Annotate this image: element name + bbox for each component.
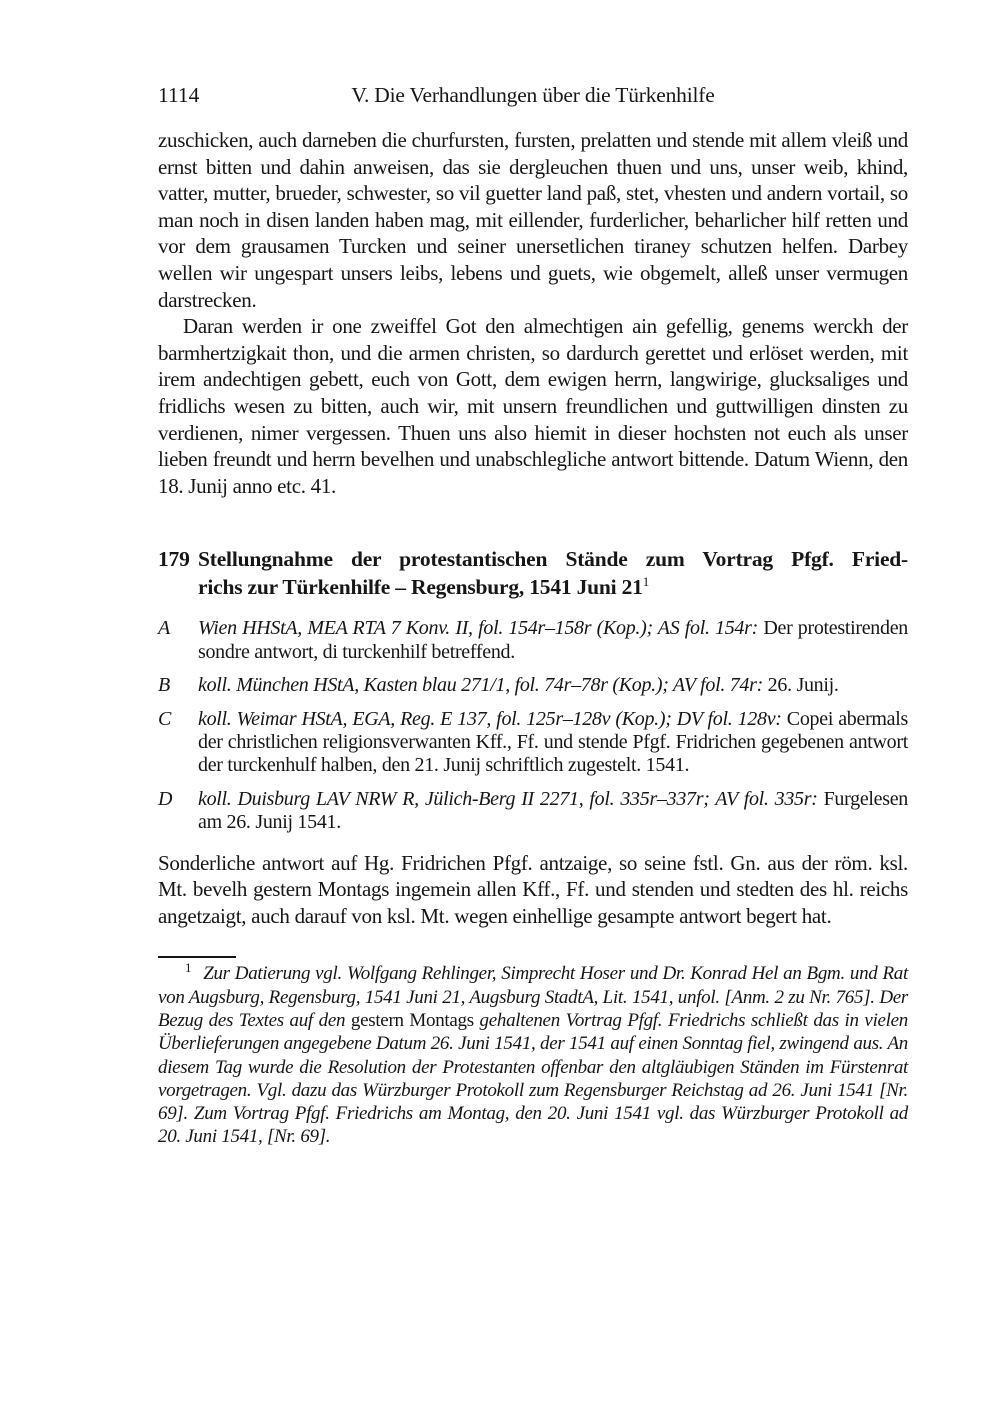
source-label: A <box>158 617 170 640</box>
running-header <box>158 82 908 108</box>
source-label: B <box>158 674 170 697</box>
source-note: Furgelesen am 26. Junij 1541. <box>198 787 908 834</box>
footnote-block <box>158 956 908 1148</box>
entry-title-line1: Stellungnahme der protestantischen Stände zum Vortrag Pfgf. Fried- <box>198 547 908 572</box>
source-list <box>158 617 908 834</box>
source-ref: Wien HHStA, MEA RTA 7 Konv. II, fol. 154r–158r (Kop.); AS fol. 154r: <box>198 617 764 640</box>
footnote-marker: 1 <box>185 960 192 976</box>
source-label: C <box>158 707 172 730</box>
body-paragraph-2: Daran werden ir one zweiffel Got den almechtigen ain gefellig, genems werckh der barmhertzigkait thon, und die armen christen, so dardurch gerettet und erlöset werden, mit irem andechtigen gebett, euch von Gott, dem ewigen herrn, langwirige, glucksaliges und fridlichs wesen zu bitten, auch wir, mit unsern freundlichen und guttwilligen dinsten zu verdienen, nimer vergessen. Thuen uns also hiemit in dieser hochsten not euch als unser lieben freundt und herrn bevelhen und unabschlegliche antwort bittende. Datum Wienn, den 18. Junij anno etc. 41. <box>158 314 908 498</box>
entry-title-line2 <box>198 574 908 602</box>
footnote-text-roman: gestern Montags <box>350 1009 474 1031</box>
source-entry-a <box>158 617 908 664</box>
footnote-text-italic-2: gehaltenen Vortrag Pfgf. Friedrichs schließt das in vielen Überlieferungen angegebene Datum 26. Juni 1541, der 1541 auf einen Sonntag fiel, zwingend aus. An diesem Tag wurde die Resolution der Protestanten offenbar den altgläubigen Ständen im Fürstenrat vorgetragen. Vgl. dazu das Würzburger Protokoll zum Regensburger Reichstag ad 26. Juni 1541 [Nr. 69]. Zum Vortrag Pfgf. Friedrichs am Montag, den 20. Juni 1541 vgl. das Würzburger Protokoll ad 20. Juni 1541, [Nr. 69]. <box>158 1009 908 1148</box>
footnote-1 <box>158 962 908 1148</box>
source-label: D <box>158 787 173 810</box>
page-content <box>158 82 908 1149</box>
entry-title-text: richs zur Türkenhilfe – Regensburg, 1541 Juni 21 <box>198 574 643 599</box>
running-title: V. Die Verhandlungen über die Türkenhilfe <box>351 83 715 107</box>
source-entry-d <box>158 788 908 835</box>
footnote-reference: 1 <box>642 573 650 589</box>
source-entry-b <box>158 674 908 697</box>
summary-paragraph: Sonderliche antwort auf Hg. Fridrichen Pfgf. antzaige, so seine fstl. Gn. aus der röm. ksl. Mt. bevelh gestern Montags ingemein allen Kff., Ff. und stenden und stedten des hl. reichs angetzaigt, auch darauf von ksl. Mt. wegen einhellige gesampte antwort begert hat. <box>158 850 908 928</box>
source-ref: koll. München HStA, Kasten blau 271/1, fol. 74r–78r (Kop.); AV fol. 74r: <box>198 674 768 697</box>
source-entry-c <box>158 708 908 778</box>
body-paragraph-1: zuschicken, auch darneben die churfursten, fursten, prelatten und stende mit allem vleiß und ernst bitten und dahin anweisen, das sie dergleuchen thuen und uns, unser weib, khind, vatter, mutter, brueder, schwester, so vil guetter land paß, stet, vhesten und andern vortail, so man noch in disen landen haben mag, mit eillender, furderlicher, beharlicher hilf retten und vor dem grausamen Turcken und seiner unersetlichen tiraney schutzen helfen. Darbey wellen wir ungespart unsers leibs, lebens und guets, wie obgemelt, alleß unser vermugen darstrecken. <box>158 128 908 312</box>
source-note: Copei abermals der christlichen religionsverwanten Kff., Ff. und stende Pfgf. Fridrichen gegebenen antwort der turckenhulf halben, den 21. Junij schriftlich zugestelt. 1541. <box>198 707 909 777</box>
source-note: 26. Junij. <box>767 674 839 697</box>
source-ref: koll. Weimar HStA, EGA, Reg. E 137, fol. 125r–128v (Kop.); DV fol. 128v: <box>198 707 787 730</box>
page-number: 1114 <box>158 83 200 107</box>
entry-number: 179 <box>158 547 190 572</box>
footnote-text-italic-1: Zur Datierung vgl. Wolfgang Rehlinger, Simprecht Hoser und Dr. Konrad Hel an Bgm. und Rat von Augsburg, Regensburg, 1541 Juni 21, Augsburg StadtA, Lit. 1541, unfol. [Anm. 2 zu Nr. 765]. Der Bezug des Textes auf den <box>158 963 908 1031</box>
footnote-separator <box>158 956 236 958</box>
source-note: Der protestirenden sondre antwort, di turckenhilf betreffend. <box>198 617 908 663</box>
source-ref: koll. Duisburg LAV NRW R, Jülich-Berg II 2271, fol. 335r–337r; AV fol. 335r: <box>198 787 824 810</box>
entry-heading <box>158 546 908 601</box>
